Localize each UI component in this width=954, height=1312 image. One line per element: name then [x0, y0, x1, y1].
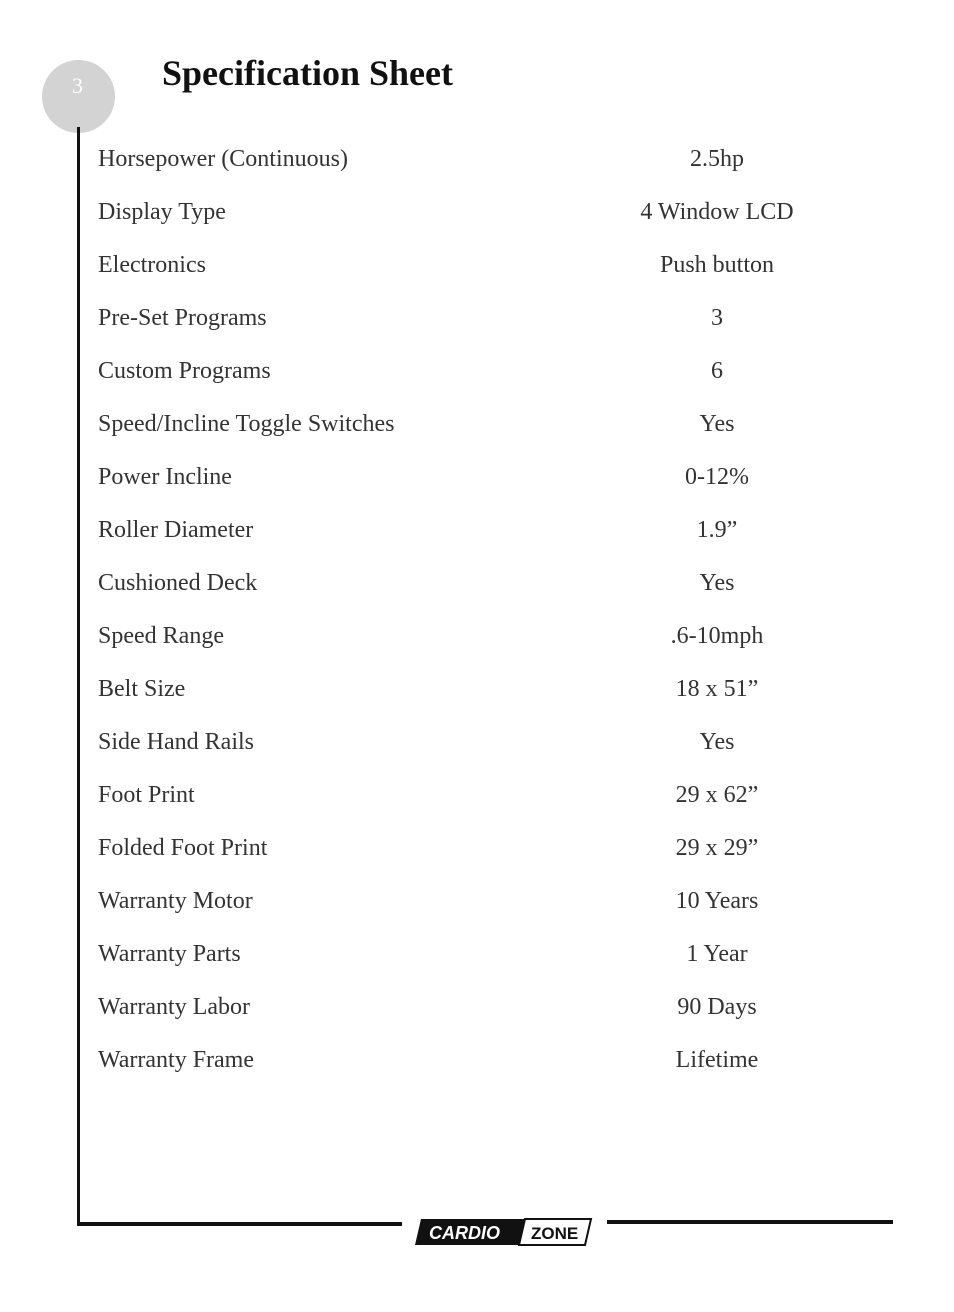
spec-row	[98, 406, 838, 459]
spec-row	[98, 300, 838, 353]
spec-value: 4 Window LCD	[640, 199, 794, 225]
spec-row	[98, 141, 838, 194]
spec-row	[98, 777, 838, 830]
spec-value: 29 x 62”	[675, 782, 759, 808]
spec-row	[98, 353, 838, 406]
page-title: Specification Sheet	[162, 53, 453, 93]
spec-row	[98, 1042, 838, 1095]
spec-value: 90 Days	[677, 994, 757, 1020]
spec-label: Warranty Parts	[98, 941, 241, 967]
spec-label: Warranty Motor	[98, 888, 253, 914]
spec-table	[98, 141, 838, 1095]
spec-row	[98, 512, 838, 565]
spec-value: 29 x 29”	[675, 835, 759, 861]
spec-label: Roller Diameter	[98, 517, 254, 543]
spec-label: Side Hand Rails	[98, 729, 254, 755]
bottom-rule-right	[607, 1220, 893, 1224]
spec-label: Power Incline	[98, 464, 232, 490]
left-vertical-rule	[77, 127, 80, 1226]
spec-label: Warranty Labor	[98, 994, 250, 1020]
cardio-zone-logo	[413, 1217, 593, 1247]
spec-value: 10 Years	[675, 888, 759, 914]
spec-value: Yes	[699, 570, 735, 596]
spec-value: 6	[711, 358, 723, 384]
spec-label: Display Type	[98, 199, 226, 225]
spec-value: 1 Year	[686, 941, 748, 967]
spec-value: Yes	[699, 729, 735, 755]
spec-label: Warranty Frame	[98, 1047, 254, 1073]
spec-row	[98, 565, 838, 618]
spec-row	[98, 936, 838, 989]
logo-cardio-text: CARDIO	[429, 1223, 500, 1243]
spec-value: 3	[711, 305, 723, 331]
spec-row	[98, 830, 838, 883]
spec-value: Lifetime	[675, 1047, 759, 1073]
spec-label: Electronics	[98, 252, 206, 278]
spec-row	[98, 989, 838, 1042]
spec-label: Horsepower (Continuous)	[98, 146, 348, 172]
spec-value: 1.9”	[696, 517, 738, 543]
logo-zone-text: ZONE	[531, 1224, 579, 1243]
spec-value: 0-12%	[685, 464, 749, 490]
spec-value: 18 x 51”	[675, 676, 759, 702]
spec-label: Pre-Set Programs	[98, 305, 267, 331]
bottom-rule-left	[77, 1222, 402, 1226]
spec-label: Belt Size	[98, 676, 186, 702]
spec-row	[98, 459, 838, 512]
spec-row	[98, 671, 838, 724]
spec-value: .6-10mph	[670, 623, 764, 649]
spec-label: Folded Foot Print	[98, 835, 268, 861]
spec-label: Cushioned Deck	[98, 570, 258, 596]
spec-value: 2.5hp	[690, 146, 744, 172]
spec-label: Custom Programs	[98, 358, 271, 384]
spec-value: Yes	[699, 411, 735, 437]
spec-row	[98, 618, 838, 671]
spec-label: Speed/Incline Toggle Switches	[98, 411, 395, 437]
spec-row	[98, 194, 838, 247]
spec-row	[98, 883, 838, 936]
spec-row	[98, 724, 838, 777]
spec-label: Speed Range	[98, 623, 224, 649]
page-number-badge	[42, 60, 115, 133]
spec-value: Push button	[659, 252, 775, 278]
spec-row	[98, 247, 838, 300]
page-number: 3	[72, 73, 83, 98]
spec-label: Foot Print	[98, 782, 195, 808]
